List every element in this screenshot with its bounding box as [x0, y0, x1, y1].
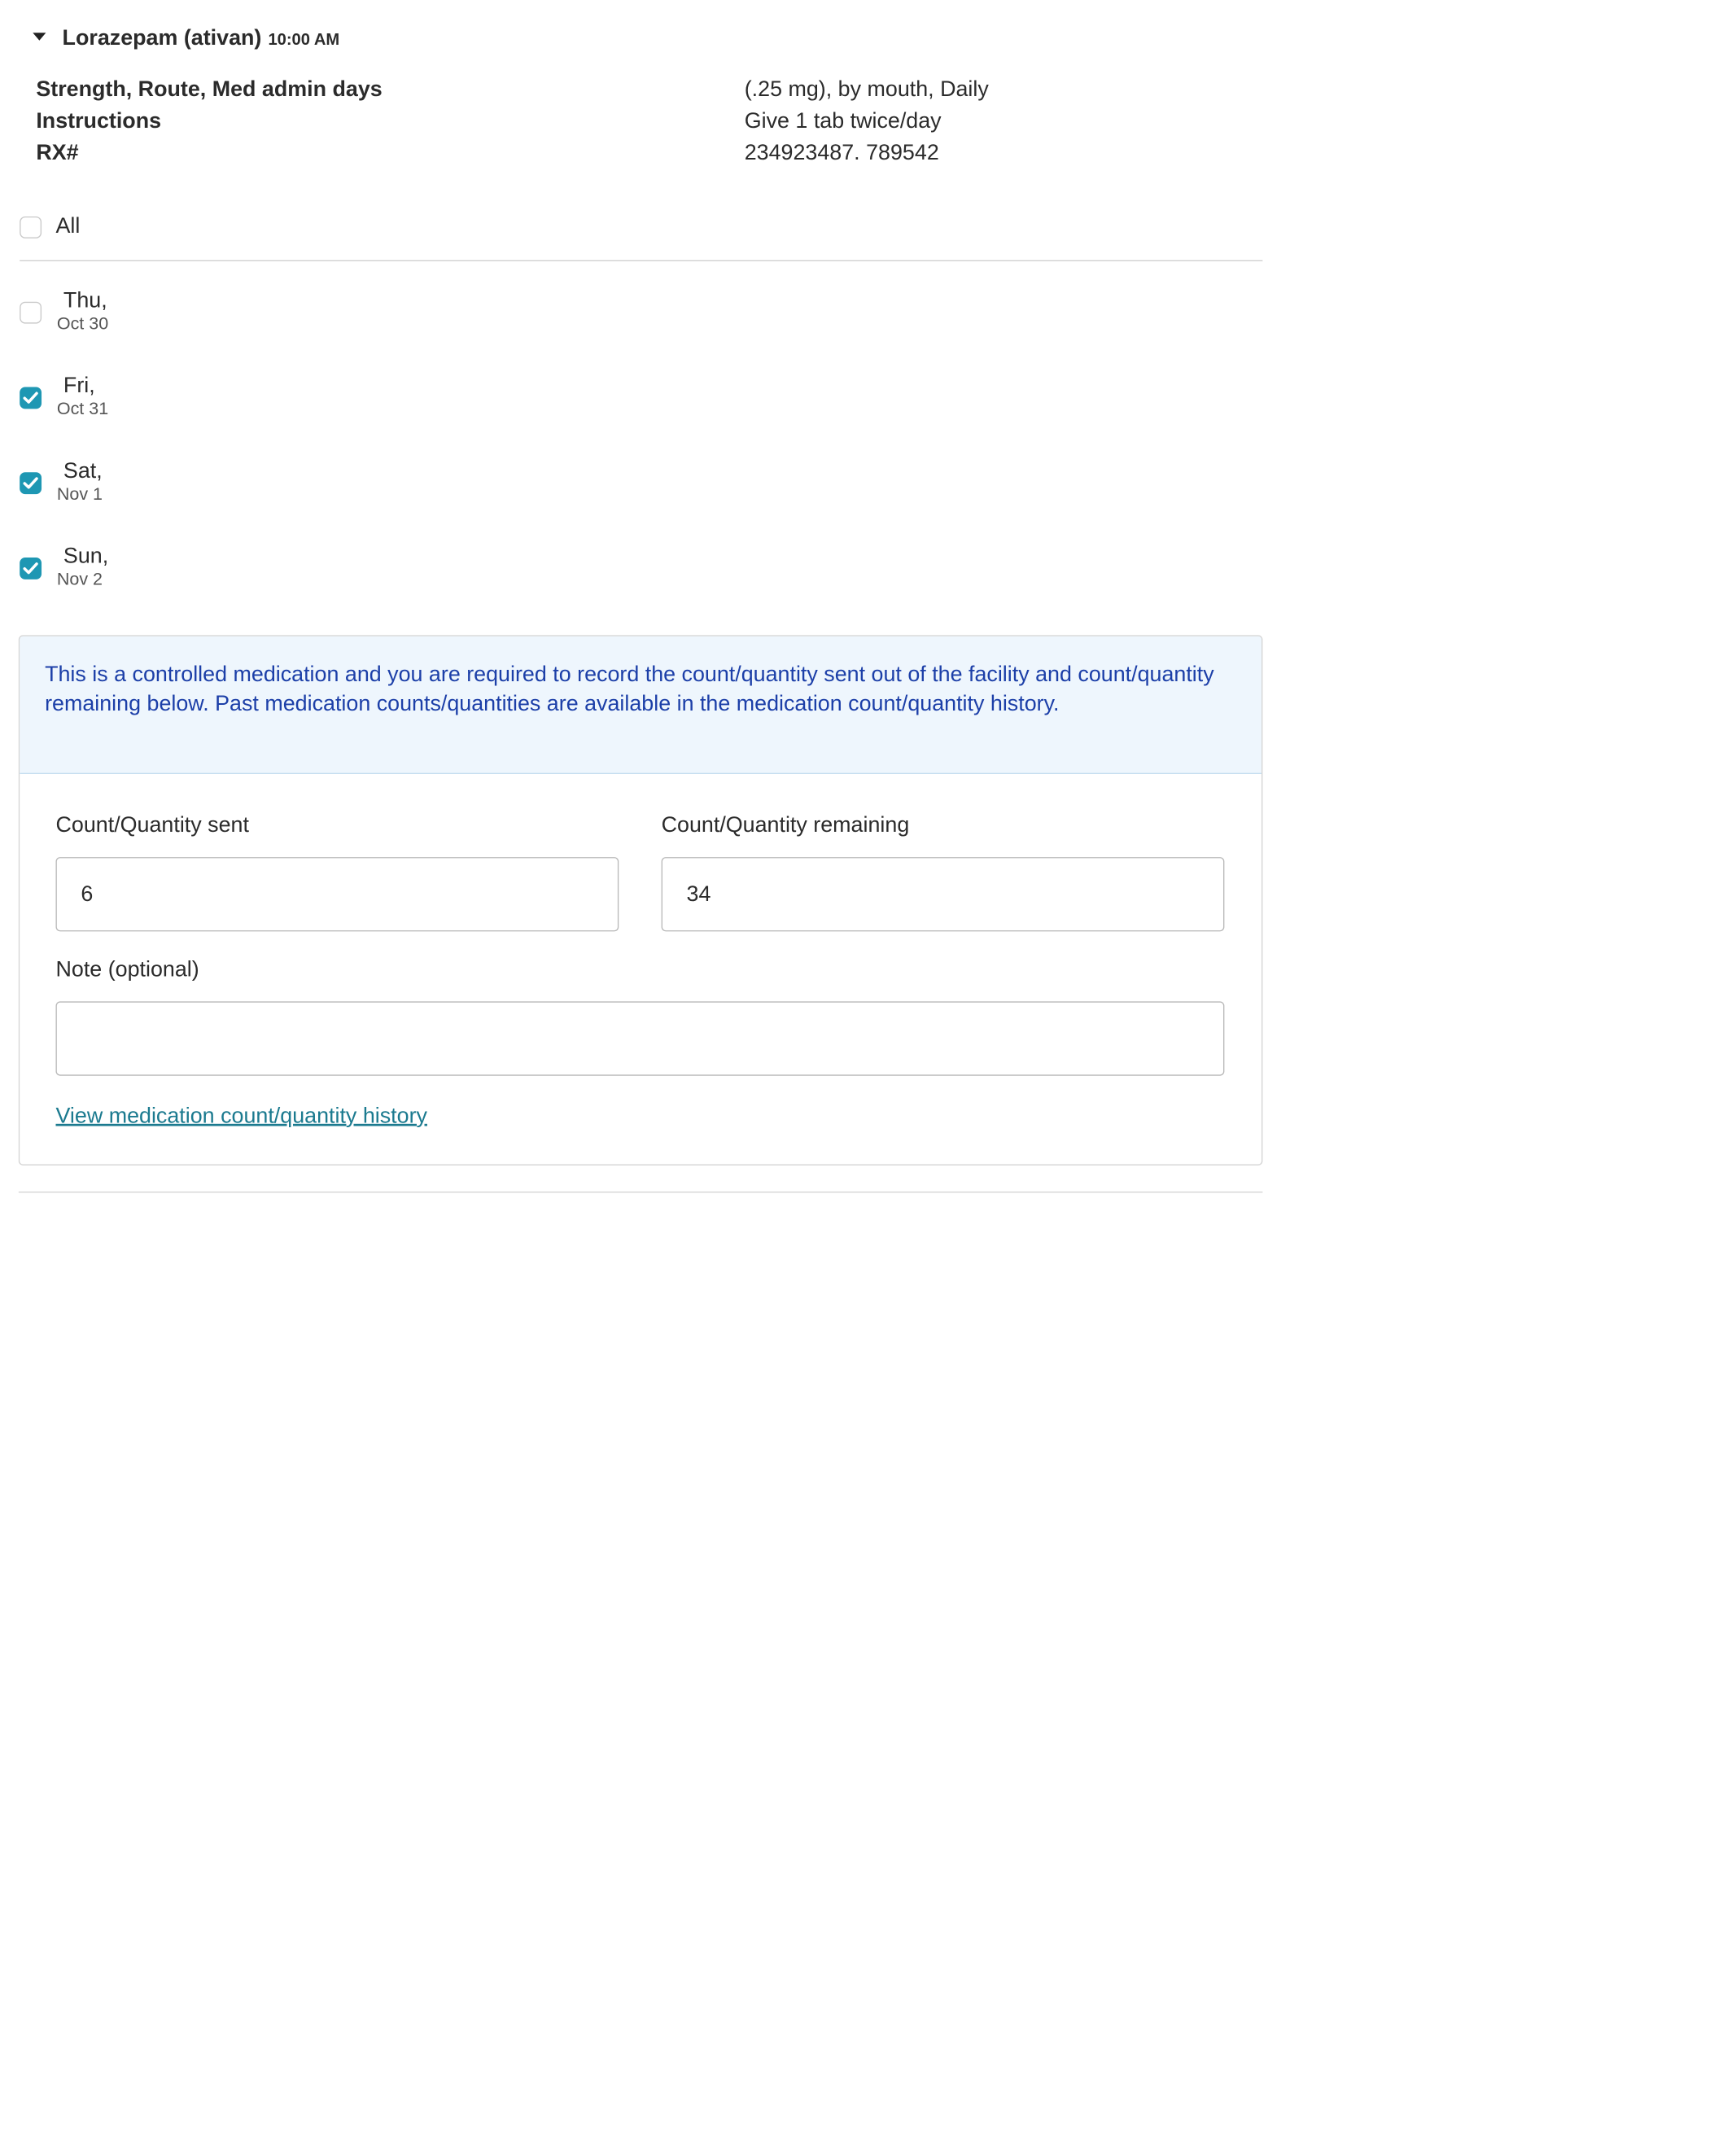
detail-label: Strength, Route, Med admin days	[36, 77, 383, 102]
detail-label: Instructions	[36, 109, 162, 133]
medication-details	[36, 74, 1239, 169]
count-sent-input[interactable]	[56, 857, 619, 931]
detail-row-instructions	[36, 106, 1239, 138]
checkmark-icon	[23, 391, 38, 405]
day-text	[57, 459, 103, 507]
detail-label: RX#	[36, 141, 79, 165]
day-name: Sat,	[63, 459, 103, 483]
detail-row-strength	[36, 74, 1239, 106]
day-text	[57, 289, 108, 337]
alert-text: This is a controlled medication and you are required to record the count/quantity sent out of the facility and count/quantity remaining below. Past medication counts/quantities are available in the medication count/quantity history.	[45, 662, 1214, 716]
day-name: Fri,	[63, 374, 95, 398]
day-row-fri	[20, 374, 108, 422]
day-date: Oct 30	[56, 314, 109, 334]
day-checkbox[interactable]	[20, 472, 42, 494]
detail-value: Give 1 tab twice/day	[744, 109, 942, 133]
medication-header-toggle[interactable]	[33, 26, 339, 51]
day-text	[57, 544, 108, 593]
detail-value: 234923487. 789542	[744, 141, 939, 165]
day-name: Thu,	[63, 288, 107, 313]
day-checkbox[interactable]	[20, 558, 42, 579]
select-all-label: All	[55, 214, 81, 238]
controlled-medication-box	[19, 635, 1263, 1165]
select-all-row	[20, 214, 80, 239]
divider	[20, 260, 1262, 261]
detail-row-rx	[36, 138, 1239, 169]
day-row-thu	[20, 289, 108, 337]
caret-down-icon[interactable]	[33, 33, 46, 40]
medication-time: 10:00 AM	[268, 30, 340, 50]
count-sent-label: Count/Quantity sent	[55, 813, 249, 837]
checkmark-icon	[23, 562, 38, 575]
select-all-checkbox[interactable]	[20, 216, 42, 238]
detail-value: (.25 mg), by mouth, Daily	[744, 77, 989, 102]
day-row-sun	[20, 544, 108, 593]
checkmark-icon	[23, 477, 38, 490]
day-checkbox[interactable]	[20, 387, 42, 409]
day-date: Nov 2	[56, 571, 103, 589]
count-remaining-input[interactable]	[662, 857, 1225, 931]
note-label: Note (optional)	[55, 957, 199, 982]
day-text	[57, 374, 108, 422]
count-remaining-label: Count/Quantity remaining	[661, 813, 910, 837]
day-checkbox[interactable]	[20, 302, 42, 324]
controlled-medication-alert	[20, 636, 1261, 774]
medication-name: Lorazepam (ativan)	[62, 26, 262, 50]
day-row-sat	[20, 459, 103, 507]
day-name: Sun,	[63, 544, 109, 569]
day-date: Nov 1	[56, 485, 103, 505]
day-date: Oct 31	[56, 400, 109, 419]
note-input[interactable]	[56, 1001, 1225, 1075]
medication-history-link[interactable]: View medication count/quantity history	[55, 1104, 427, 1129]
